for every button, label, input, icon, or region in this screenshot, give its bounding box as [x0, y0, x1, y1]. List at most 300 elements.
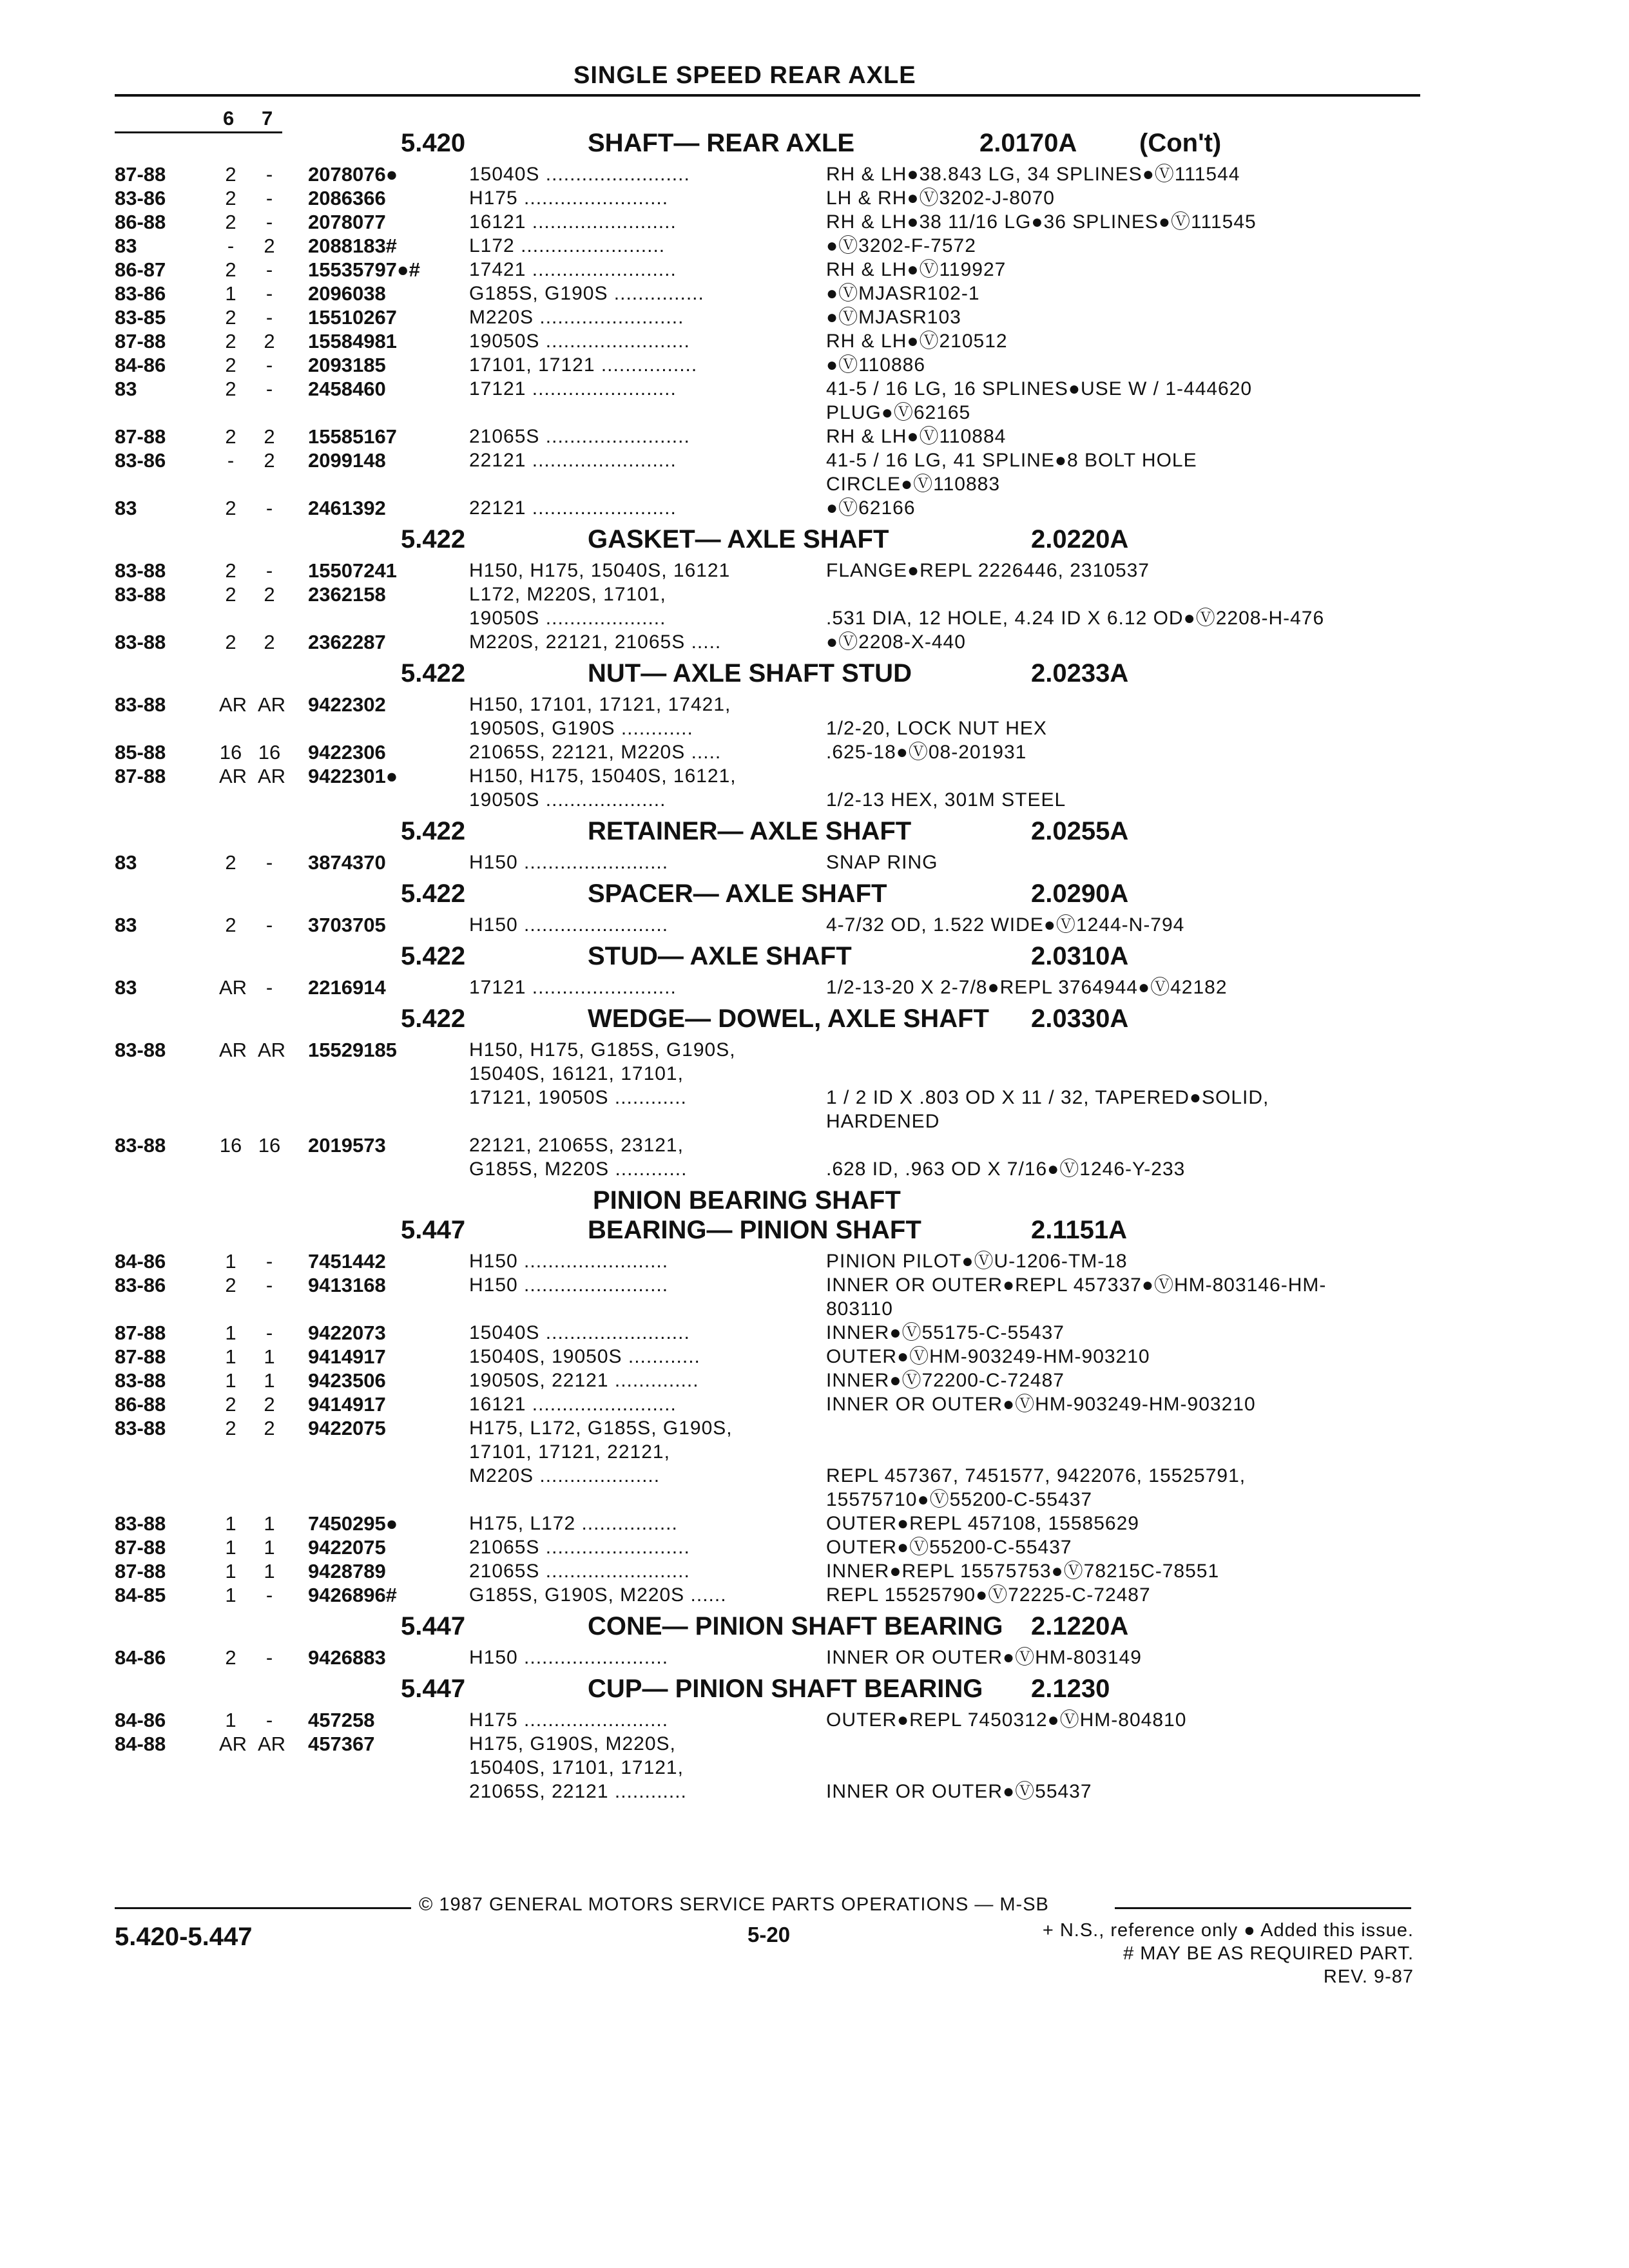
description-line: PLUG●Ⓥ62165 — [826, 402, 971, 423]
description — [826, 448, 1197, 496]
table-row — [0, 850, 1629, 874]
model-years: 84-88 — [115, 1733, 166, 1755]
quantity-col-6: 16 — [219, 1134, 242, 1157]
description-line: INNER OR OUTER●ⓋHM-803149 — [826, 1647, 1142, 1668]
table-row — [0, 1369, 1629, 1392]
part-number: 2086366 — [308, 187, 386, 209]
model-list — [469, 1583, 804, 1607]
description — [826, 234, 976, 258]
table-row — [0, 1732, 1629, 1803]
part-number: 2078076● — [308, 163, 398, 186]
quantity-col-7: - — [265, 378, 273, 400]
description-line: FLANGE●REPL 2226446, 2310537 — [826, 560, 1150, 581]
quantity-col-7: 16 — [258, 1134, 281, 1157]
model-list — [469, 559, 804, 582]
model-years: 83-88 — [115, 559, 166, 582]
model-years: 83-88 — [115, 1369, 166, 1392]
description-line: INNER●Ⓥ55175-C-55437 — [826, 1322, 1065, 1343]
model-line: 21065S ........................ — [469, 1561, 690, 1582]
quantity-col-7: AR — [258, 1733, 286, 1755]
quantity-col-6: 1 — [225, 1709, 236, 1731]
model-list — [469, 1038, 804, 1110]
description-line: .628 ID, .963 OD X 7/16●Ⓥ1246-Y-233 — [826, 1158, 1186, 1180]
table-row — [0, 1392, 1629, 1416]
table-row — [0, 1249, 1629, 1273]
quantity-col-6: 2 — [225, 583, 236, 606]
quantity-col-7: - — [265, 163, 273, 186]
model-list — [469, 1732, 804, 1803]
model-line: 22121 ........................ — [469, 450, 677, 471]
quantity-col-6: 2 — [225, 425, 236, 448]
model-years: 84-86 — [115, 354, 166, 376]
part-number: 15535797●# — [308, 258, 420, 281]
description-line — [826, 1732, 1092, 1756]
model-list — [469, 1345, 804, 1369]
description — [826, 740, 1027, 764]
table-row — [0, 1646, 1629, 1669]
section-heading — [0, 1675, 1629, 1704]
section-heading — [0, 1612, 1629, 1642]
model-years: 83 — [115, 235, 137, 257]
part-name: BEARING— PINION SHAFT — [588, 1216, 921, 1244]
description — [826, 353, 925, 377]
part-number: 9423506 — [308, 1369, 386, 1392]
description — [826, 1416, 1246, 1512]
table-row — [0, 559, 1629, 582]
model-list — [469, 448, 804, 472]
model-years: 87-88 — [115, 330, 166, 352]
quantity-col-6: 1 — [225, 1536, 236, 1559]
model-years: 83 — [115, 378, 137, 400]
footer-rule-left — [115, 1907, 411, 1909]
model-line: H175, G190S, M220S, — [469, 1733, 676, 1754]
part-number: 9422301● — [308, 765, 398, 787]
model-years: 83 — [115, 851, 137, 874]
model-years: 86-88 — [115, 211, 166, 233]
description-line: ●Ⓥ3202-F-7572 — [826, 235, 976, 256]
model-list — [469, 582, 804, 630]
model-line: 15040S, 16121, 17101, — [469, 1063, 684, 1084]
description-line: INNER OR OUTER●REPL 457337●ⓋHM-803146-HM- — [826, 1274, 1327, 1296]
model-list — [469, 353, 804, 377]
model-list — [469, 764, 804, 812]
model-line: 21065S, 22121, M220S ..... — [469, 742, 722, 763]
section-number: 5.422 — [401, 942, 466, 970]
part-number: 9426883 — [308, 1646, 386, 1669]
model-list — [469, 1273, 804, 1297]
model-line: 19050S, 22121 .............. — [469, 1370, 699, 1391]
model-years: 87-88 — [115, 163, 166, 186]
table-row — [0, 234, 1629, 258]
model-list — [469, 1512, 804, 1535]
part-number: 457258 — [308, 1709, 375, 1731]
model-list — [469, 425, 804, 448]
table-row — [0, 1708, 1629, 1732]
table-row — [0, 1583, 1629, 1607]
table-row — [0, 329, 1629, 353]
table-row — [0, 425, 1629, 448]
description — [826, 496, 916, 520]
model-list — [469, 210, 804, 234]
table-row — [0, 496, 1629, 520]
part-code: 2.0330A — [1031, 1004, 1129, 1033]
quantity-col-7: 16 — [258, 741, 281, 764]
model-years: 87-88 — [115, 765, 166, 787]
model-years: 87-88 — [115, 1560, 166, 1582]
model-line: 17121, 19050S ............ — [469, 1087, 687, 1108]
section-heading — [0, 525, 1629, 555]
model-list — [469, 1708, 804, 1732]
model-list — [469, 329, 804, 353]
model-line: M220S, 22121, 21065S ..... — [469, 631, 722, 653]
continued-label: (Con't) — [1139, 129, 1222, 157]
quantity-col-7: - — [265, 1709, 273, 1731]
model-line: H150 ........................ — [469, 1251, 669, 1272]
header-rule — [115, 94, 1420, 97]
description — [826, 186, 1055, 210]
description-line: ●ⓋMJASR103 — [826, 307, 961, 328]
quantity-col-6: 2 — [225, 1274, 236, 1296]
quantity-col-6: 2 — [225, 1646, 236, 1669]
model-line: H150, H175, G185S, G190S, — [469, 1039, 736, 1061]
table-row — [0, 210, 1629, 234]
part-number: 15507241 — [308, 559, 397, 582]
quantity-col-7: 1 — [264, 1560, 275, 1582]
description — [826, 1038, 1269, 1133]
table-row — [0, 305, 1629, 329]
page-number: 5-20 — [747, 1923, 791, 1946]
quantity-col-6: 1 — [225, 1512, 236, 1535]
table-row — [0, 1512, 1629, 1535]
model-list — [469, 1535, 804, 1559]
quantity-col-6: AR — [219, 976, 247, 999]
quantity-col-6: 2 — [225, 306, 236, 329]
model-line: M220S ........................ — [469, 307, 684, 328]
description-line: LH & RH●Ⓥ3202-J-8070 — [826, 187, 1055, 209]
description — [826, 559, 1150, 582]
model-line: 21065S ........................ — [469, 1537, 690, 1558]
column-header-6: 6 — [223, 107, 235, 130]
model-years: 83-88 — [115, 1417, 166, 1439]
part-number: 15529185 — [308, 1039, 397, 1061]
description — [826, 1369, 1065, 1392]
model-list — [469, 282, 804, 305]
quantity-col-6: 1 — [225, 1584, 236, 1606]
part-number: 2216914 — [308, 976, 386, 999]
model-years: 84-86 — [115, 1709, 166, 1731]
model-years: 83-86 — [115, 282, 166, 305]
description-line — [826, 1440, 1246, 1464]
model-list — [469, 1416, 804, 1488]
quantity-col-7: 2 — [264, 330, 275, 352]
part-name: RETAINER— AXLE SHAFT — [588, 817, 912, 845]
description — [826, 1559, 1219, 1583]
table-row — [0, 282, 1629, 305]
quantity-col-6: 2 — [225, 1417, 236, 1439]
section-number: 5.422 — [401, 525, 466, 553]
table-row — [0, 353, 1629, 377]
description-line: 803110 — [826, 1298, 893, 1320]
quantity-col-6: 16 — [219, 741, 242, 764]
quantity-col-6: 2 — [225, 330, 236, 352]
part-number: 9422075 — [308, 1536, 386, 1559]
part-name: CUP— PINION SHAFT BEARING — [588, 1675, 983, 1703]
description — [826, 210, 1257, 234]
quantity-col-7: 2 — [264, 583, 275, 606]
model-years: 83-86 — [115, 449, 166, 472]
quantity-col-6: 2 — [225, 851, 236, 874]
description — [826, 425, 1006, 448]
part-number: 9422073 — [308, 1321, 386, 1344]
description-line: RH & LH●Ⓥ210512 — [826, 331, 1008, 352]
quantity-col-7: 1 — [264, 1536, 275, 1559]
model-list — [469, 1646, 804, 1669]
quantity-col-7: 2 — [264, 1417, 275, 1439]
part-code: 2.0255A — [1031, 817, 1129, 845]
quantity-col-7: - — [265, 187, 273, 209]
model-line: 17101, 17121 ................ — [469, 354, 698, 376]
part-number: 2096038 — [308, 282, 386, 305]
quantity-col-6: 2 — [225, 163, 236, 186]
part-code: 2.0310A — [1031, 942, 1129, 970]
description-line: ●Ⓥ62166 — [826, 497, 916, 519]
model-years: 83-85 — [115, 306, 166, 329]
quantity-col-6: 1 — [225, 1250, 236, 1273]
part-number: 2362158 — [308, 583, 386, 606]
model-line: M220S .................... — [469, 1465, 660, 1486]
part-number: 2019573 — [308, 1134, 386, 1157]
quantity-col-6: AR — [219, 1039, 247, 1061]
part-code: 2.0290A — [1031, 879, 1129, 908]
model-years: 84-85 — [115, 1584, 166, 1606]
part-code: 2.1230 — [1031, 1675, 1110, 1703]
quantity-col-6: - — [227, 235, 235, 257]
section-heading — [0, 879, 1629, 909]
model-line: 21065S, 22121 ............ — [469, 1781, 687, 1802]
description-line: SNAP RING — [826, 852, 938, 873]
description — [826, 582, 1324, 630]
model-list — [469, 693, 804, 740]
table-row — [0, 162, 1629, 186]
model-list — [469, 186, 804, 210]
table-row — [0, 1133, 1629, 1181]
model-list — [469, 258, 804, 282]
quantity-col-7: AR — [258, 1039, 286, 1061]
description-line: 1/2-13-20 X 2-7/8●REPL 3764944●Ⓥ42182 — [826, 977, 1228, 998]
part-number: 2458460 — [308, 378, 386, 400]
model-line: 17121 ........................ — [469, 977, 677, 998]
group-heading-label: PINION BEARING SHAFT — [593, 1186, 901, 1215]
model-years: 83-88 — [115, 693, 166, 716]
quantity-col-7: 2 — [264, 235, 275, 257]
model-line: 16121 ........................ — [469, 211, 677, 233]
quantity-col-7: - — [265, 976, 273, 999]
description — [826, 913, 1184, 937]
description-line — [826, 693, 1047, 716]
model-years: 86-87 — [115, 258, 166, 281]
description-line: OUTER●Ⓥ55200-C-55437 — [826, 1537, 1072, 1558]
quantity-col-6: 2 — [225, 1393, 236, 1416]
description — [826, 329, 1008, 353]
section-heading — [0, 659, 1629, 689]
description-line: INNER●Ⓥ72200-C-72487 — [826, 1370, 1065, 1391]
part-number: 9422075 — [308, 1417, 386, 1439]
quantity-col-7: 1 — [264, 1345, 275, 1368]
model-line: H175, L172, G185S, G190S, — [469, 1418, 733, 1439]
quantity-col-7: AR — [258, 765, 286, 787]
model-list — [469, 740, 804, 764]
quantity-col-7: - — [265, 1274, 273, 1296]
quantity-col-6: 2 — [225, 631, 236, 653]
part-number: 457367 — [308, 1733, 375, 1755]
model-line: H150, H175, 15040S, 16121 — [469, 560, 731, 581]
table-row — [0, 1345, 1629, 1369]
description — [826, 1273, 1326, 1321]
model-line: 22121 ........................ — [469, 497, 677, 519]
table-row — [0, 630, 1629, 654]
table-row — [0, 764, 1629, 812]
model-years: 85-88 — [115, 741, 166, 764]
description — [826, 1133, 1185, 1181]
part-name: NUT— AXLE SHAFT STUD — [588, 659, 912, 687]
model-line: 19050S .................... — [469, 608, 666, 629]
model-line: G185S, M220S ............ — [469, 1158, 688, 1180]
model-years: 87-88 — [115, 1536, 166, 1559]
quantity-col-6: 1 — [225, 1345, 236, 1368]
part-number: 9426896# — [308, 1584, 397, 1606]
description-line: REPL 457367, 7451577, 9422076, 15525791, — [826, 1465, 1246, 1486]
model-years: 83-86 — [115, 187, 166, 209]
quantity-col-7: - — [265, 914, 273, 936]
model-list — [469, 162, 804, 186]
quantity-col-6: 2 — [225, 258, 236, 281]
description — [826, 1646, 1142, 1669]
part-name: SPACER— AXLE SHAFT — [588, 879, 887, 908]
quantity-col-7: - — [265, 1584, 273, 1606]
description-line — [826, 1062, 1269, 1086]
quantity-col-7: 1 — [264, 1512, 275, 1535]
quantity-col-6: - — [227, 449, 235, 472]
model-line: 17101, 17121, 22121, — [469, 1441, 670, 1463]
description-line: RH & LH●Ⓥ119927 — [826, 259, 1007, 280]
part-number: 9422302 — [308, 693, 386, 716]
model-list — [469, 1392, 804, 1416]
description-line — [826, 1756, 1092, 1780]
description — [826, 162, 1240, 186]
quantity-col-6: 2 — [225, 211, 236, 233]
description-line: RH & LH●Ⓥ110884 — [826, 426, 1007, 447]
table-row — [0, 1416, 1629, 1512]
part-name: WEDGE— DOWEL, AXLE SHAFT — [588, 1004, 989, 1033]
model-list — [469, 234, 804, 258]
quantity-col-7: 1 — [264, 1369, 275, 1392]
part-number: 15510267 — [308, 306, 397, 329]
part-number: 9428789 — [308, 1560, 386, 1582]
description — [826, 693, 1047, 740]
model-years: 87-88 — [115, 425, 166, 448]
table-row — [0, 1321, 1629, 1345]
part-code: 2.1220A — [1031, 1612, 1129, 1640]
description — [826, 305, 961, 329]
description — [826, 1321, 1065, 1345]
part-name: STUD— AXLE SHAFT — [588, 942, 852, 970]
model-years: 87-88 — [115, 1345, 166, 1368]
description-line: 15575710●Ⓥ55200-C-55437 — [826, 1489, 1093, 1510]
quantity-col-6: AR — [219, 765, 247, 787]
part-code: 2.0170A — [979, 129, 1077, 157]
model-line: L172, M220S, 17101, — [469, 584, 666, 605]
description-line — [826, 1038, 1269, 1062]
model-list — [469, 1321, 804, 1345]
quantity-col-6: 1 — [225, 1321, 236, 1344]
description-line: .625-18●Ⓥ08-201931 — [826, 742, 1027, 763]
table-row — [0, 975, 1629, 999]
quantity-col-7: - — [265, 282, 273, 305]
quantity-col-6: 2 — [225, 497, 236, 519]
copyright-notice: © 1987 GENERAL MOTORS SERVICE PARTS OPERATIONS — M-SB — [419, 1894, 1049, 1915]
description — [826, 1512, 1139, 1535]
section-number: 5.447 — [401, 1675, 466, 1703]
model-years: 83 — [115, 914, 137, 936]
section-heading — [0, 1216, 1629, 1245]
quantity-col-6: 2 — [225, 354, 236, 376]
model-years: 87-88 — [115, 1321, 166, 1344]
section-heading — [0, 817, 1629, 847]
model-line: G185S, G190S ............... — [469, 283, 704, 304]
description-line: OUTER●REPL 457108, 15585629 — [826, 1513, 1139, 1534]
section-number: 5.422 — [401, 879, 466, 908]
part-number: 9414917 — [308, 1393, 386, 1416]
model-list — [469, 377, 804, 401]
table-row — [0, 1559, 1629, 1583]
model-line: 19050S ........................ — [469, 331, 690, 352]
model-line: H150, H175, 15040S, 16121, — [469, 765, 737, 787]
section-number: 5.447 — [401, 1612, 466, 1640]
description — [826, 1708, 1186, 1732]
section-number: 5.420 — [401, 129, 466, 157]
section-heading — [0, 1004, 1629, 1034]
model-years: 83-88 — [115, 583, 166, 606]
table-row — [0, 913, 1629, 937]
model-line: 15040S, 19050S ............ — [469, 1346, 700, 1367]
column-header-7: 7 — [262, 107, 273, 130]
description-line: .531 DIA, 12 HOLE, 4.24 ID X 6.12 OD●Ⓥ2208-H-476 — [826, 608, 1325, 629]
model-line: H150 ........................ — [469, 914, 669, 936]
quantity-col-7: - — [265, 497, 273, 519]
part-number: 2093185 — [308, 354, 386, 376]
model-years: 83-86 — [115, 1274, 166, 1296]
model-line: 17121 ........................ — [469, 378, 677, 399]
quantity-col-7: - — [265, 559, 273, 582]
table-row — [0, 693, 1629, 740]
part-number: 9422306 — [308, 741, 386, 764]
part-name: SHAFT— REAR AXLE — [588, 129, 855, 157]
model-years: 84-86 — [115, 1646, 166, 1669]
description — [826, 850, 938, 874]
part-number: 9414917 — [308, 1345, 386, 1368]
description-line: INNER OR OUTER●ⓋHM-903249-HM-903210 — [826, 1394, 1256, 1415]
description — [826, 1392, 1256, 1416]
description — [826, 1345, 1150, 1369]
model-list — [469, 1249, 804, 1273]
footer-rule-right — [1115, 1907, 1411, 1909]
model-line: 17421 ........................ — [469, 259, 677, 280]
description-line: OUTER●ⓋHM-903249-HM-903210 — [826, 1346, 1150, 1367]
quantity-col-6: AR — [219, 693, 247, 716]
quantity-col-7: 2 — [264, 1393, 275, 1416]
table-row — [0, 258, 1629, 282]
quantity-col-6: 1 — [225, 1560, 236, 1582]
